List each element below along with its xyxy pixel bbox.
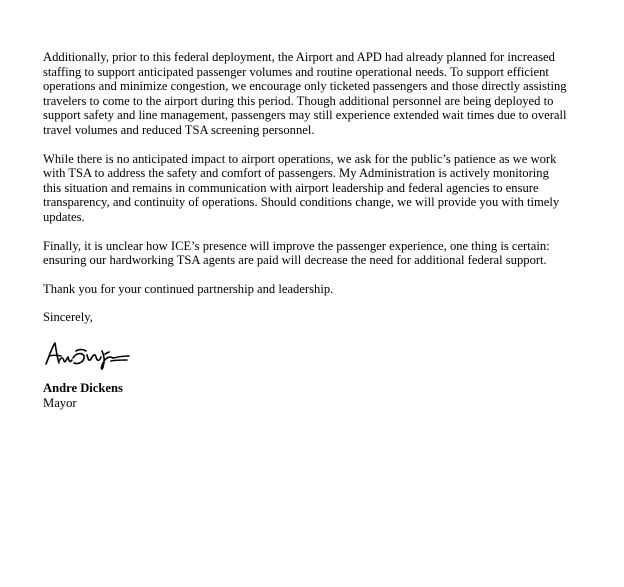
letter-body: [43, 50, 583, 410]
letter-paragraph: Thank you for your continued partnership and leadership.: [43, 281, 334, 296]
signer-title: Mayor: [43, 395, 77, 410]
signer-name: Andre Dickens: [43, 380, 123, 395]
letter-paragraph: Finally, it is unclear how ICE’s presence will improve the passenger experience, one thing is certain: ensuring our hardworking TSA agents are paid will decrease the need for additional federal support.: [43, 238, 550, 268]
signature-icon: [43, 339, 143, 375]
closing-salutation: Sincerely,: [43, 310, 93, 325]
letter-paragraph: While there is no anticipated impact to airport operations, we ask for the public’s patience as we work with TSA to address the safety and comfort of passengers. My Administration is actively monitoring this situation and remains in communication with airport leadership and federal agencies to ensure transparency, and continuity of operations. Should conditions change, we will provide you with timely updates.: [43, 151, 560, 224]
letter-paragraph: Additionally, prior to this federal deployment, the Airport and APD had already planned for increased staffing to support anticipated passenger volumes and routine operational needs. To support efficient operations and minimize congestion, we encourage only ticketed passengers and those directly assisting travelers to come to the airport during this period. Though additional personnel are being deployed to support safety and line management, passengers may still experience extended wait times due to overall travel volumes and reduced TSA screening personnel.: [43, 50, 567, 137]
